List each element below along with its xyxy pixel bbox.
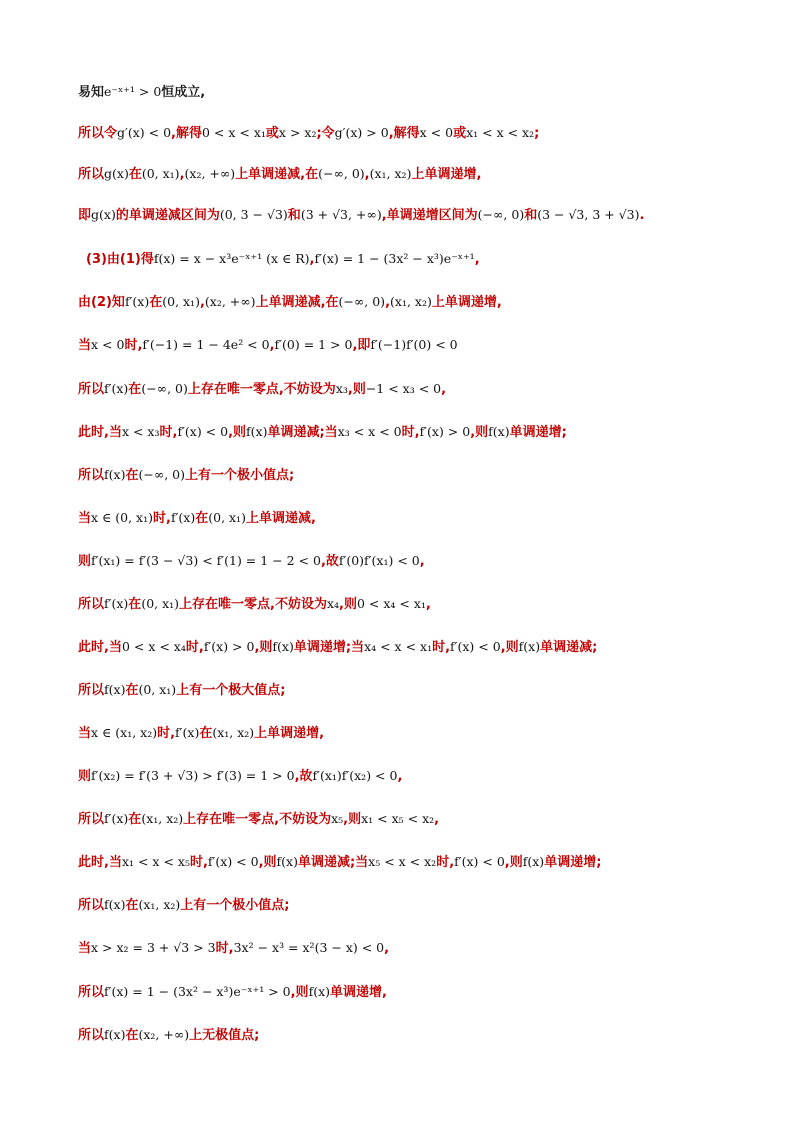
solution-text: 上有一个极小值点; xyxy=(185,468,295,483)
math-expression: f′(x₁)f′(x₂) < 0 xyxy=(312,768,398,783)
solution-text: 和 xyxy=(524,208,538,223)
solution-text: 则 xyxy=(78,769,92,784)
solution-text: 恒成立, xyxy=(161,85,206,100)
solution-text: 所以 xyxy=(78,597,105,612)
math-expression: (x₁, x₂) xyxy=(141,811,184,826)
solution-line-8 xyxy=(78,377,774,401)
solution-text: 所以 xyxy=(78,382,105,397)
math-expression: x₁ < x₅ < x₂ xyxy=(361,811,435,826)
solution-text: ; xyxy=(534,126,540,141)
math-expression: (x₁, x₂) xyxy=(138,897,181,912)
solution-text: 时, xyxy=(124,338,143,353)
solution-text: 在 xyxy=(128,167,142,182)
math-expression: (−∞, 0) xyxy=(338,294,386,309)
solution-text: , xyxy=(397,769,403,784)
solution-text: 此时,当 xyxy=(78,855,122,870)
solution-text: , xyxy=(179,167,185,182)
solution-text: 在 xyxy=(128,812,142,827)
solution-text: 当 xyxy=(78,726,92,741)
math-expression: f(x) xyxy=(104,1027,126,1042)
math-expression: (0, 3 − √3) xyxy=(219,207,288,222)
math-expression: (0, x₁) xyxy=(208,510,246,525)
solution-text: 在 xyxy=(128,382,142,397)
math-expression: x₅ xyxy=(331,811,344,826)
solution-text: 所以 xyxy=(78,683,105,698)
math-expression: (3 − √3, 3 + √3) xyxy=(537,207,640,222)
solution-text: 时, xyxy=(152,511,171,526)
solution-text: , xyxy=(269,338,275,353)
solution-text: ,单调递增区间为 xyxy=(381,208,478,223)
solution-text: , xyxy=(385,295,391,310)
math-expression: f(x) xyxy=(104,467,126,482)
solution-text: . xyxy=(639,208,645,223)
solution-text: 此时,当 xyxy=(78,425,122,440)
math-expression: g(x) xyxy=(104,166,129,181)
solution-text: ,则 xyxy=(258,855,277,870)
solution-text: 时, xyxy=(432,640,451,655)
solution-text: 上单调递减, xyxy=(245,511,316,526)
math-expression: (x₂, +∞) xyxy=(184,166,236,181)
solution-text: 此时,当 xyxy=(78,640,122,655)
solution-text: 当 xyxy=(78,511,92,526)
solution-text: 单调递增; xyxy=(509,425,567,440)
math-expression: f′(x₂) = f′(3 + √3) > f′(3) = 1 > 0 xyxy=(91,768,295,783)
solution-line-16 xyxy=(78,721,774,745)
math-expression: g′(x) > 0 xyxy=(334,125,389,140)
math-expression: (x₁, x₂) xyxy=(369,166,412,181)
solution-line-10 xyxy=(78,463,774,487)
solution-text: 时, xyxy=(189,855,208,870)
solution-text: 单调递增, xyxy=(330,985,387,1000)
solution-text: ,则 xyxy=(500,640,519,655)
math-expression: f′(−1)f′(0) < 0 xyxy=(370,337,458,352)
solution-text: 在 xyxy=(125,468,139,483)
math-expression: f′(x) xyxy=(175,725,200,740)
solution-text: ,故 xyxy=(294,769,313,784)
solution-line-4 xyxy=(78,203,774,227)
math-expression: f′(x) xyxy=(124,294,150,309)
math-expression: f′(x) > 0 xyxy=(203,639,255,654)
math-expression: f(x) xyxy=(276,854,298,869)
math-expression: f′(0) = 1 > 0 xyxy=(274,337,353,352)
solution-text: 时, xyxy=(185,640,204,655)
solution-text: 单调递增; xyxy=(544,855,602,870)
solution-line-17 xyxy=(78,764,774,788)
solution-text: 单调递减; xyxy=(540,640,598,655)
solution-text: ,则 xyxy=(343,812,362,827)
math-expression: f′(x) < 0 xyxy=(177,424,229,439)
math-expression: (x₂, +∞) xyxy=(138,1027,190,1042)
solution-text: 上存在唯一零点,不妨设为 xyxy=(179,597,327,612)
solution-line-20 xyxy=(78,893,774,917)
solution-text: ,故 xyxy=(320,554,339,569)
solution-text: ,则 xyxy=(228,425,247,440)
math-expression: (0, x₁) xyxy=(162,294,200,309)
math-expression: x₁ < x < x₅ xyxy=(121,854,190,869)
solution-line-9 xyxy=(78,420,774,444)
solution-text: 在 xyxy=(149,295,163,310)
math-expression: f′(x) < 0 xyxy=(450,639,501,654)
math-expression: f′(x) > 0 xyxy=(419,424,471,439)
solution-text: 时, xyxy=(436,855,455,870)
solution-text: ,解得 xyxy=(388,126,420,141)
solution-line-22 xyxy=(78,980,774,1004)
solution-text: 时, xyxy=(157,726,176,741)
math-expression: f′(x) = 1 − (3x² − x³)e⁻ˣ⁺¹ > 0 xyxy=(104,984,291,999)
math-expression: f(x) xyxy=(308,984,330,999)
solution-text: ,则 xyxy=(290,985,309,1000)
solution-text: 所以 xyxy=(78,812,105,827)
solution-text: ,则 xyxy=(347,382,366,397)
solution-text: 上存在唯一零点,不妨设为 xyxy=(183,812,332,827)
math-expression: f′(x) xyxy=(170,510,196,525)
math-expression: x₃ < x < 0 xyxy=(337,424,402,439)
solution-text: 上单调递增, xyxy=(411,167,482,182)
math-expression: f(x) xyxy=(488,424,510,439)
solution-text: 在 xyxy=(125,683,139,698)
solution-line-14 xyxy=(78,635,774,659)
solution-line-21 xyxy=(78,936,774,960)
solution-text: 或 xyxy=(265,126,279,141)
math-expression: 0 < x < x₁ xyxy=(202,125,266,140)
part3-heading-line xyxy=(86,247,774,271)
math-expression: (−∞, 0) xyxy=(318,166,365,181)
solution-text: 在 xyxy=(125,898,139,913)
solution-text: 上存在唯一零点,不妨设为 xyxy=(187,382,336,397)
math-expression: (x₁, x₂) xyxy=(390,294,432,309)
solution-text: 所以 xyxy=(78,985,105,1000)
math-expression: f′(−1) = 1 − 4e² < 0 xyxy=(142,337,270,352)
solution-text: 在 xyxy=(199,726,213,741)
math-expression: x > x₂ = 3 + √3 > 3 xyxy=(91,940,216,955)
math-expression: x < x₃ xyxy=(121,424,160,439)
solution-text: , xyxy=(199,295,205,310)
math-expression: f′(x₁) = f′(3 − √3) < f′(1) = 1 − 2 < 0 xyxy=(91,553,321,568)
math-expression: f(x) xyxy=(246,424,268,439)
solution-text: 上有一个极小值点; xyxy=(180,898,290,913)
solution-text: ,解得 xyxy=(171,126,202,141)
solution-line-15 xyxy=(78,678,774,702)
solution-text: 易知 xyxy=(78,85,105,100)
math-expression: (−∞, 0) xyxy=(141,381,188,396)
solution-text: 所以 xyxy=(78,468,105,483)
solution-text: 上无极值点; xyxy=(189,1028,260,1043)
solution-line-1 xyxy=(78,80,774,104)
solution-text: 当 xyxy=(78,338,92,353)
solution-text: 所以 xyxy=(78,1028,105,1043)
math-expression: (−∞, 0) xyxy=(477,207,525,222)
solution-text: 在 xyxy=(195,511,209,526)
solution-text: ,即 xyxy=(352,338,371,353)
solution-text: 上单调递减,在 xyxy=(235,167,319,182)
solution-text: , xyxy=(419,554,425,569)
solution-text: 单调递减;当 xyxy=(297,855,369,870)
solution-text: ,则 xyxy=(339,597,357,612)
math-expression: f′(x) xyxy=(104,811,129,826)
math-expression: x₃ xyxy=(335,381,348,396)
math-expression: x₁ < x < x₂ xyxy=(466,125,535,140)
math-expression: x₄ xyxy=(326,596,340,611)
solution-text: , xyxy=(425,597,431,612)
math-expression: (3 + √3, +∞) xyxy=(300,207,382,222)
math-expression: x < 0 xyxy=(419,125,454,140)
solution-text: 时, xyxy=(401,425,420,440)
math-expression: f(x) xyxy=(518,639,541,654)
math-expression: (x₂, +∞) xyxy=(204,294,256,309)
solution-text: 或 xyxy=(453,126,467,141)
solution-text: ;令 xyxy=(316,126,335,141)
solution-text: ,则 xyxy=(254,640,273,655)
solution-text: 由(2)知 xyxy=(78,295,125,310)
solution-text: 即 xyxy=(78,208,92,223)
math-expression: f′(0)f′(x₁) < 0 xyxy=(338,553,420,568)
solution-line-3 xyxy=(78,162,774,186)
math-expression: f(x) xyxy=(272,639,294,654)
solution-text: , xyxy=(309,252,315,267)
solution-line-11 xyxy=(78,506,774,530)
math-expression: x > x₂ xyxy=(278,125,317,140)
solution-text: (3)由(1)得 xyxy=(86,252,154,267)
solution-text: ,则 xyxy=(470,425,489,440)
solution-text: 所以 xyxy=(78,898,105,913)
math-expression: f′(x) = 1 − (3x² − x³)e⁻ˣ⁺¹ xyxy=(314,251,475,266)
solution-text: , xyxy=(474,252,480,267)
math-expression: g(x) xyxy=(91,207,116,222)
solution-text: 所以 xyxy=(78,167,105,182)
math-expression: f(x) xyxy=(104,682,126,697)
solution-text: 单调递减;当 xyxy=(267,425,338,440)
solution-line-2 xyxy=(78,121,774,145)
solution-line-23 xyxy=(78,1023,774,1047)
math-expression: 0 < x₄ < x₁ xyxy=(357,596,426,611)
solution-text: 上有一个极大值点; xyxy=(176,683,286,698)
solution-line-7 xyxy=(78,333,774,357)
math-expression: x < 0 xyxy=(91,337,125,352)
math-expression: x₅ < x < x₂ xyxy=(368,854,437,869)
solution-text: 上单调递增, xyxy=(431,295,502,310)
solution-text: , xyxy=(384,941,390,956)
math-expression: f′(x) xyxy=(104,381,129,396)
math-expression: (0, x₁) xyxy=(141,166,180,181)
math-expression: f′(x) < 0 xyxy=(207,854,259,869)
math-expression: (0, x₁) xyxy=(138,682,177,697)
solution-text: , xyxy=(441,382,447,397)
math-expression: g′(x) < 0 xyxy=(117,125,172,140)
math-expression: (−∞, 0) xyxy=(138,467,186,482)
solution-text: 上单调递增, xyxy=(254,726,325,741)
math-expression: 0 < x < x₄ xyxy=(121,639,186,654)
solution-text: 和 xyxy=(287,208,301,223)
solution-text: 时, xyxy=(215,941,234,956)
math-expression: f(x) = x − x³e⁻ˣ⁺¹ (x ∈ R) xyxy=(153,251,310,266)
math-expression: f′(x) xyxy=(104,596,129,611)
solution-text: 上单调递减,在 xyxy=(255,295,339,310)
solution-text: 时, xyxy=(159,425,178,440)
math-expression: x ∈ (0, x₁) xyxy=(91,510,153,525)
solution-text: 当 xyxy=(78,941,92,956)
solution-text: 在 xyxy=(128,597,142,612)
solution-text: ,则 xyxy=(504,855,523,870)
solution-text: , xyxy=(364,167,370,182)
math-expression: (0, x₁) xyxy=(141,596,180,611)
math-expression: −1 < x₃ < 0 xyxy=(365,381,442,396)
math-expression: f′(x) < 0 xyxy=(454,854,505,869)
solution-line-13 xyxy=(78,592,774,616)
solution-line-18 xyxy=(78,807,774,831)
solution-line-12 xyxy=(78,549,774,573)
solution-text: 则 xyxy=(78,554,92,569)
math-expression: f(x) xyxy=(522,854,545,869)
math-expression: f(x) xyxy=(104,897,126,912)
solution-text: 单调递增;当 xyxy=(293,640,365,655)
solution-line-19 xyxy=(78,850,774,874)
math-expression: x ∈ (x₁, x₂) xyxy=(91,725,158,740)
math-expression: 3x² − x³ = x²(3 − x) < 0 xyxy=(233,940,385,955)
solution-text: 的单调递减区间为 xyxy=(115,208,220,223)
solution-text: , xyxy=(434,812,440,827)
solution-text: 在 xyxy=(125,1028,139,1043)
math-expression: e⁻ˣ⁺¹ > 0 xyxy=(104,84,162,99)
solution-line-6 xyxy=(78,290,774,314)
math-expression: x₄ < x < x₁ xyxy=(364,639,433,654)
solution-text: 所以令 xyxy=(78,126,118,141)
math-expression: (x₁, x₂) xyxy=(212,725,255,740)
